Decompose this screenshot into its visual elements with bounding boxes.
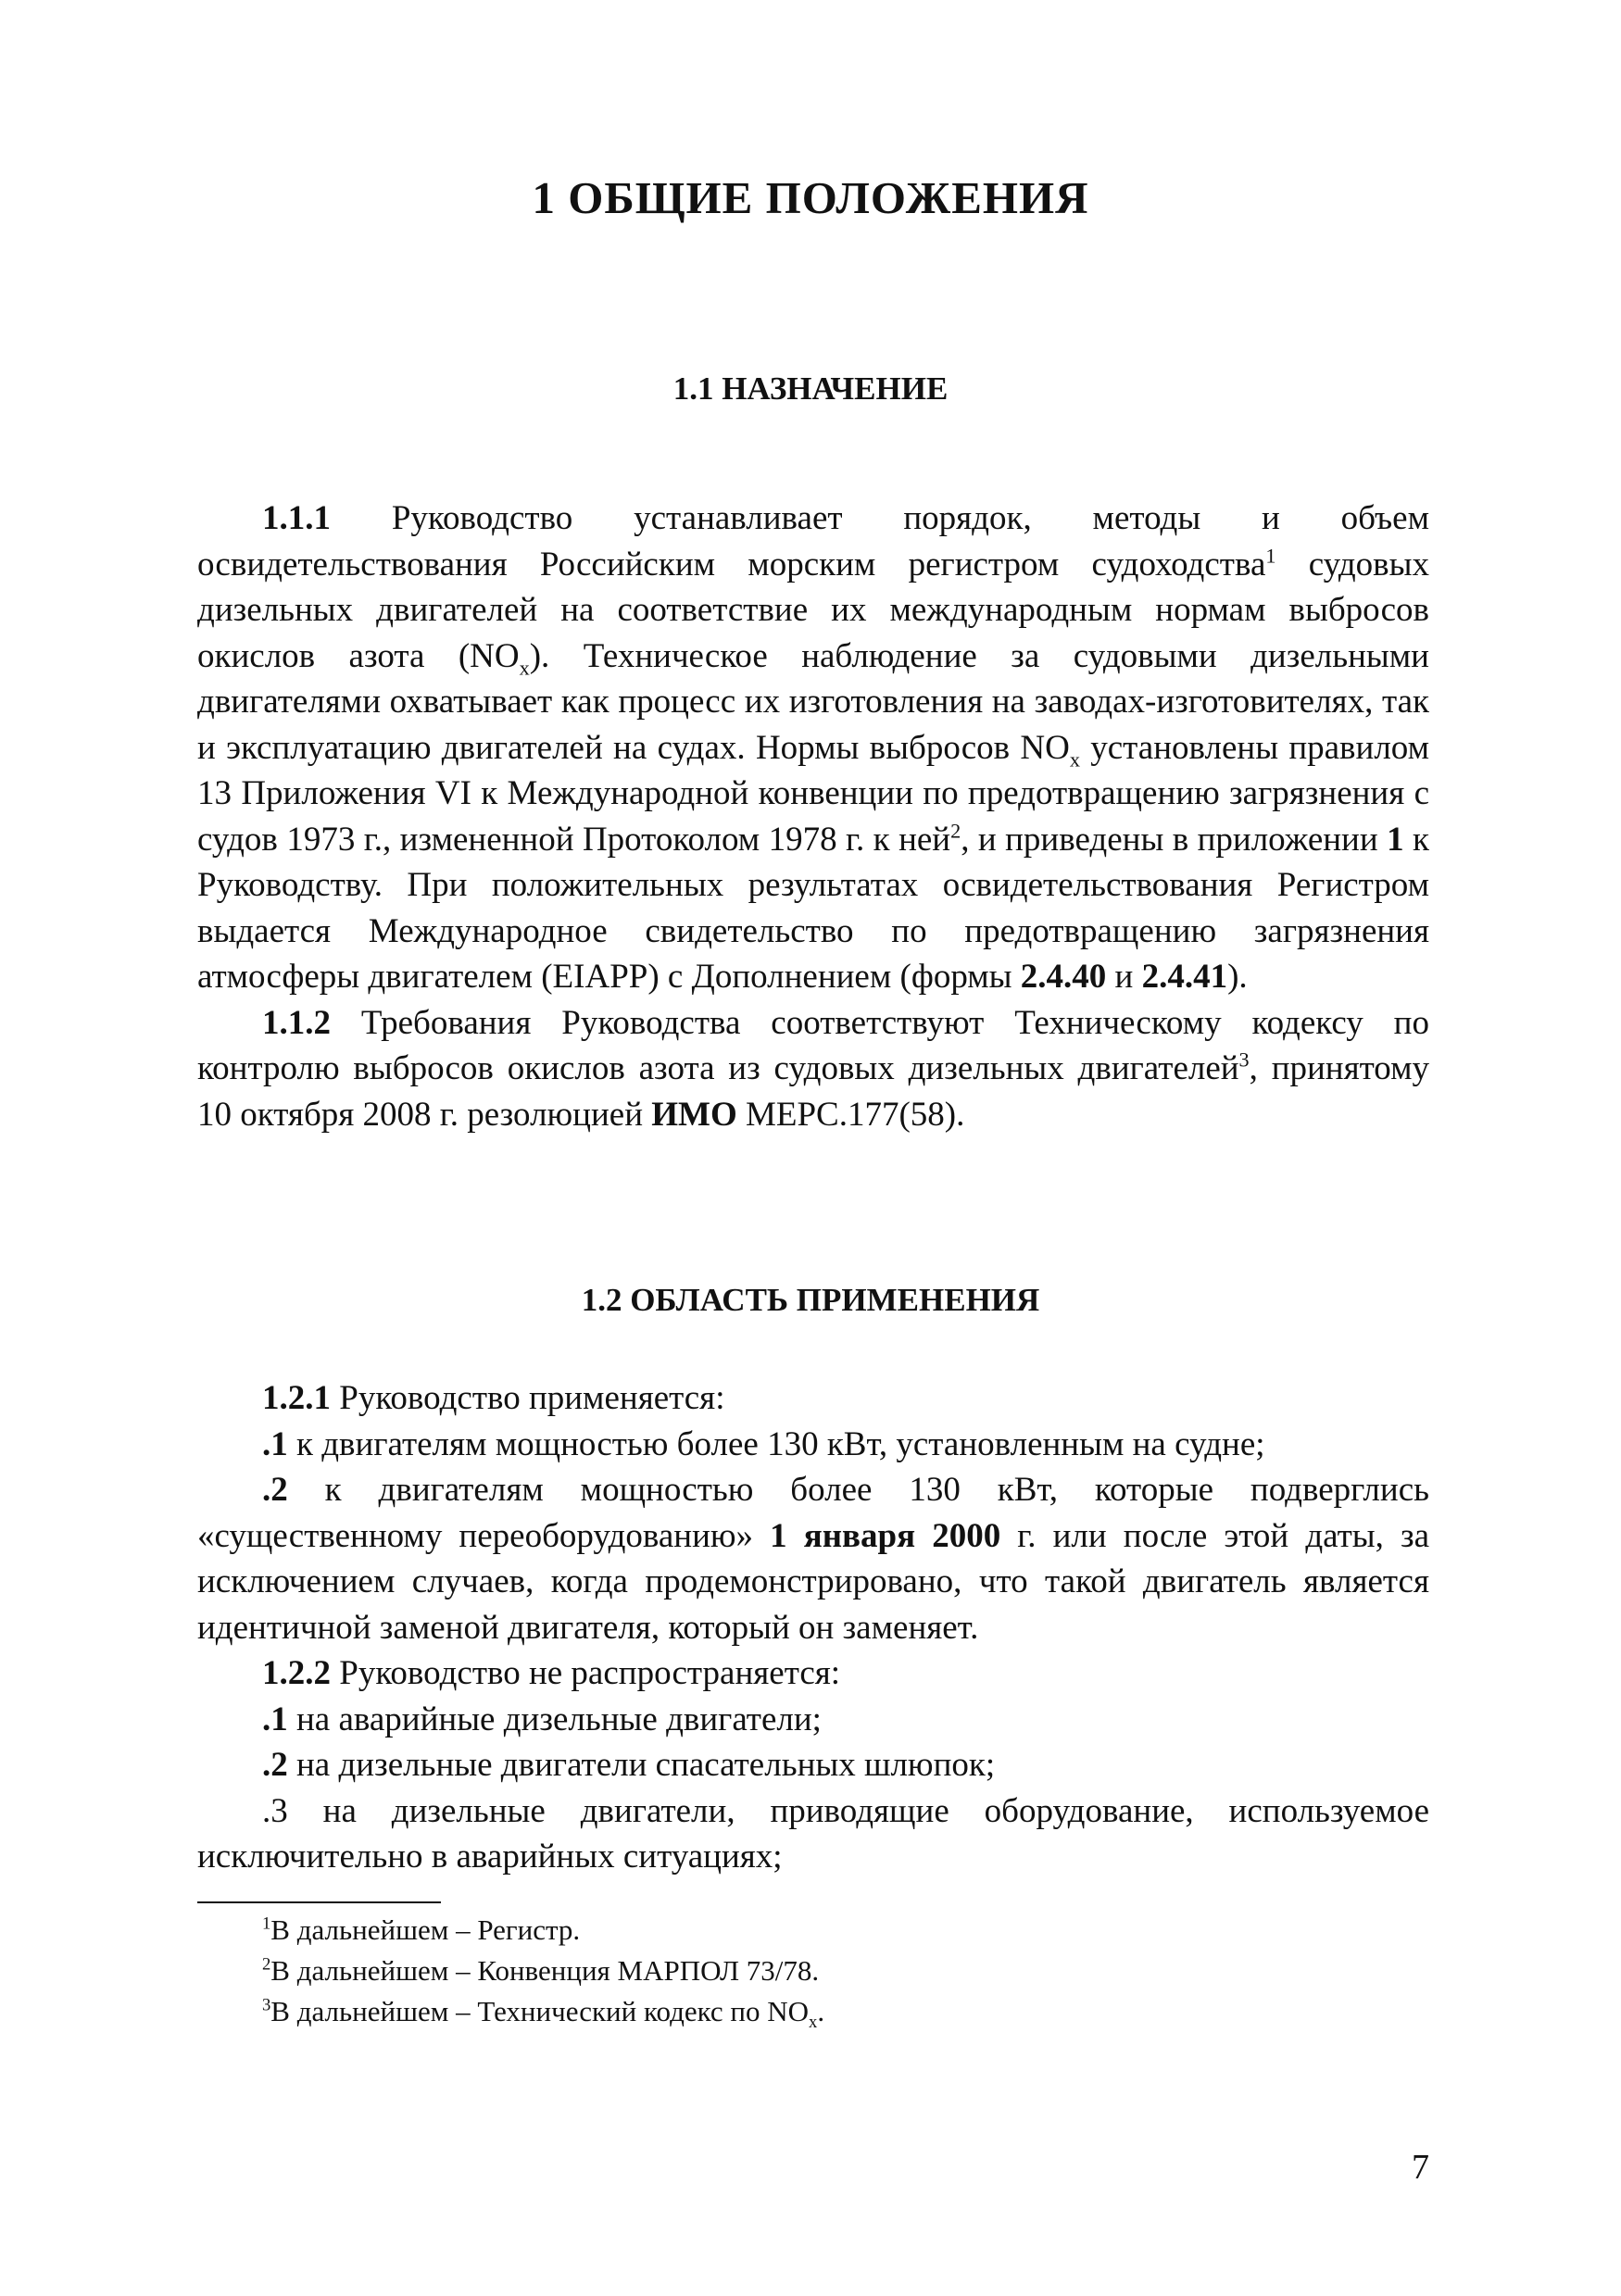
paragraph-text: MEPC.177(58). — [736, 1095, 965, 1134]
footnote-1 — [262, 1910, 824, 1951]
list-item-1-2-1-1 — [197, 1422, 1429, 1468]
chapter-title: 1 ОБЩИЕ ПОЛОЖЕНИЯ — [532, 172, 1089, 223]
clause-number: 1.2.1 — [262, 1379, 331, 1417]
list-item-1-2-1-2 — [197, 1467, 1429, 1650]
footnote-mark: 3 — [262, 1995, 271, 2015]
section-title-1-1: 1.1 НАЗНАЧЕНИЕ — [672, 370, 949, 407]
clause-number: 1.2.2 — [262, 1654, 331, 1692]
footnotes — [262, 1910, 824, 2032]
item-number: .3 — [262, 1791, 288, 1830]
appendix-ref: 1 — [1387, 820, 1404, 859]
section-title-1-2: 1.2 ОБЛАСТЬ ПРИМЕНЕНИЯ — [581, 1282, 1040, 1318]
imo-label: ИМО — [651, 1095, 737, 1134]
subscript: x — [809, 2013, 818, 2033]
paragraph-text: Руководство не распространяется: — [331, 1654, 841, 1692]
page-number: 7 — [1412, 2148, 1429, 2187]
paragraph-text: , принятому 10 октября 2008 г. резолюцией — [197, 1049, 1429, 1134]
subscript: x — [1069, 747, 1080, 771]
paragraph-text: Руководство применяется: — [331, 1379, 725, 1417]
paragraph-text: установлены правилом 13 Приложения VI к Международной конвенции по предотвращению загрязнения с судов 1973 г., измененной Протоколом 1978 г. к ней — [197, 728, 1430, 859]
form-ref: 2.4.40 — [1020, 958, 1107, 996]
item-text: к двигателям мощностью более 130 кВт, которые подверглись «существенному переоборудованию» — [197, 1471, 1429, 1555]
paragraph-text: ). — [1227, 958, 1248, 996]
item-text: к двигателям мощностью более 130 кВт, установленным на судне; — [287, 1424, 1265, 1463]
list-item-1-2-2-2 — [197, 1742, 1429, 1788]
section-1-2-body — [197, 1375, 1429, 1880]
paragraph-text: ). Техническое наблюдение за судовыми дизельными двигателями охватывает как процесс их изготовления на заводах-изготовителях, так и эксплуатацию двигателей на судах. Нормы выбросов NO — [197, 636, 1429, 767]
paragraph-1-1-2 — [197, 1000, 1429, 1138]
item-number: .2 — [262, 1746, 288, 1784]
clause-number: 1.1.2 — [262, 1003, 331, 1042]
footnote-2 — [262, 1951, 824, 1991]
paragraph-text: к Руководству. При положительных результатах освидетельствования Регистром выдается Международное свидетельство по предотвращению загрязнения атмосферы двигателем (EIAPP) с Дополнением (формы — [197, 820, 1429, 996]
list-item-1-2-2-3 — [197, 1788, 1429, 1880]
footnote-ref: 1 — [1265, 544, 1276, 568]
footnote-text: В дальнейшем – Регистр. — [270, 1913, 581, 1946]
item-text: на дизельные двигатели, приводящие оборудование, используемое исключительно в аварийных ситуациях; — [197, 1791, 1429, 1876]
footnote-separator — [197, 1901, 441, 1903]
section-1-1-body — [197, 496, 1429, 1137]
subscript: x — [519, 655, 530, 679]
footnote-ref: 3 — [1238, 1048, 1250, 1072]
footnote-3 — [262, 1991, 824, 2032]
list-item-1-2-2-1 — [197, 1697, 1429, 1743]
form-ref: 2.4.41 — [1141, 958, 1228, 996]
paragraph-text: Руководство устанавливает порядок, методы и объем освидетельствования Российским морским регистром судоходства — [197, 499, 1429, 583]
paragraph-1-2-1 — [197, 1375, 1429, 1422]
paragraph-text: , и приведены в приложении — [961, 820, 1388, 859]
date-ref: 1 января 2000 — [770, 1516, 1001, 1555]
item-number: .1 — [262, 1700, 288, 1738]
footnote-text: . — [817, 1995, 825, 2027]
item-text: на дизельные двигатели спасательных шлюпок; — [287, 1746, 996, 1784]
paragraph-1-1-1 — [197, 496, 1429, 1000]
item-number: .1 — [262, 1424, 288, 1463]
paragraph-text: и — [1106, 958, 1142, 996]
paragraph-1-2-2 — [197, 1650, 1429, 1697]
clause-number: 1.1.1 — [262, 499, 331, 537]
footnote-text: В дальнейшем – Технический кодекс по NO — [270, 1995, 810, 2027]
footnote-mark: 2 — [262, 1954, 271, 1975]
footnote-ref: 2 — [950, 819, 961, 843]
footnote-text: В дальнейшем – Конвенция МАРПОЛ 73/78. — [270, 1954, 820, 1987]
paragraph-text: судовых дизельных двигателей на соответствие их международным нормам выбросов окислов азота (NO — [197, 545, 1429, 675]
footnote-mark: 1 — [262, 1913, 271, 1934]
item-text: г. или после этой даты, за исключением случаев, когда продемонстрировано, что такой двигатель является идентичной заменой двигателя, который он заменяет. — [197, 1516, 1429, 1647]
item-text: на аварийные дизельные двигатели; — [287, 1700, 822, 1738]
item-number: .2 — [262, 1471, 288, 1509]
paragraph-text: Требования Руководства соответствуют Техническому кодексу по контролю выбросов окислов азота из судовых дизельных двигателей — [197, 1003, 1429, 1087]
